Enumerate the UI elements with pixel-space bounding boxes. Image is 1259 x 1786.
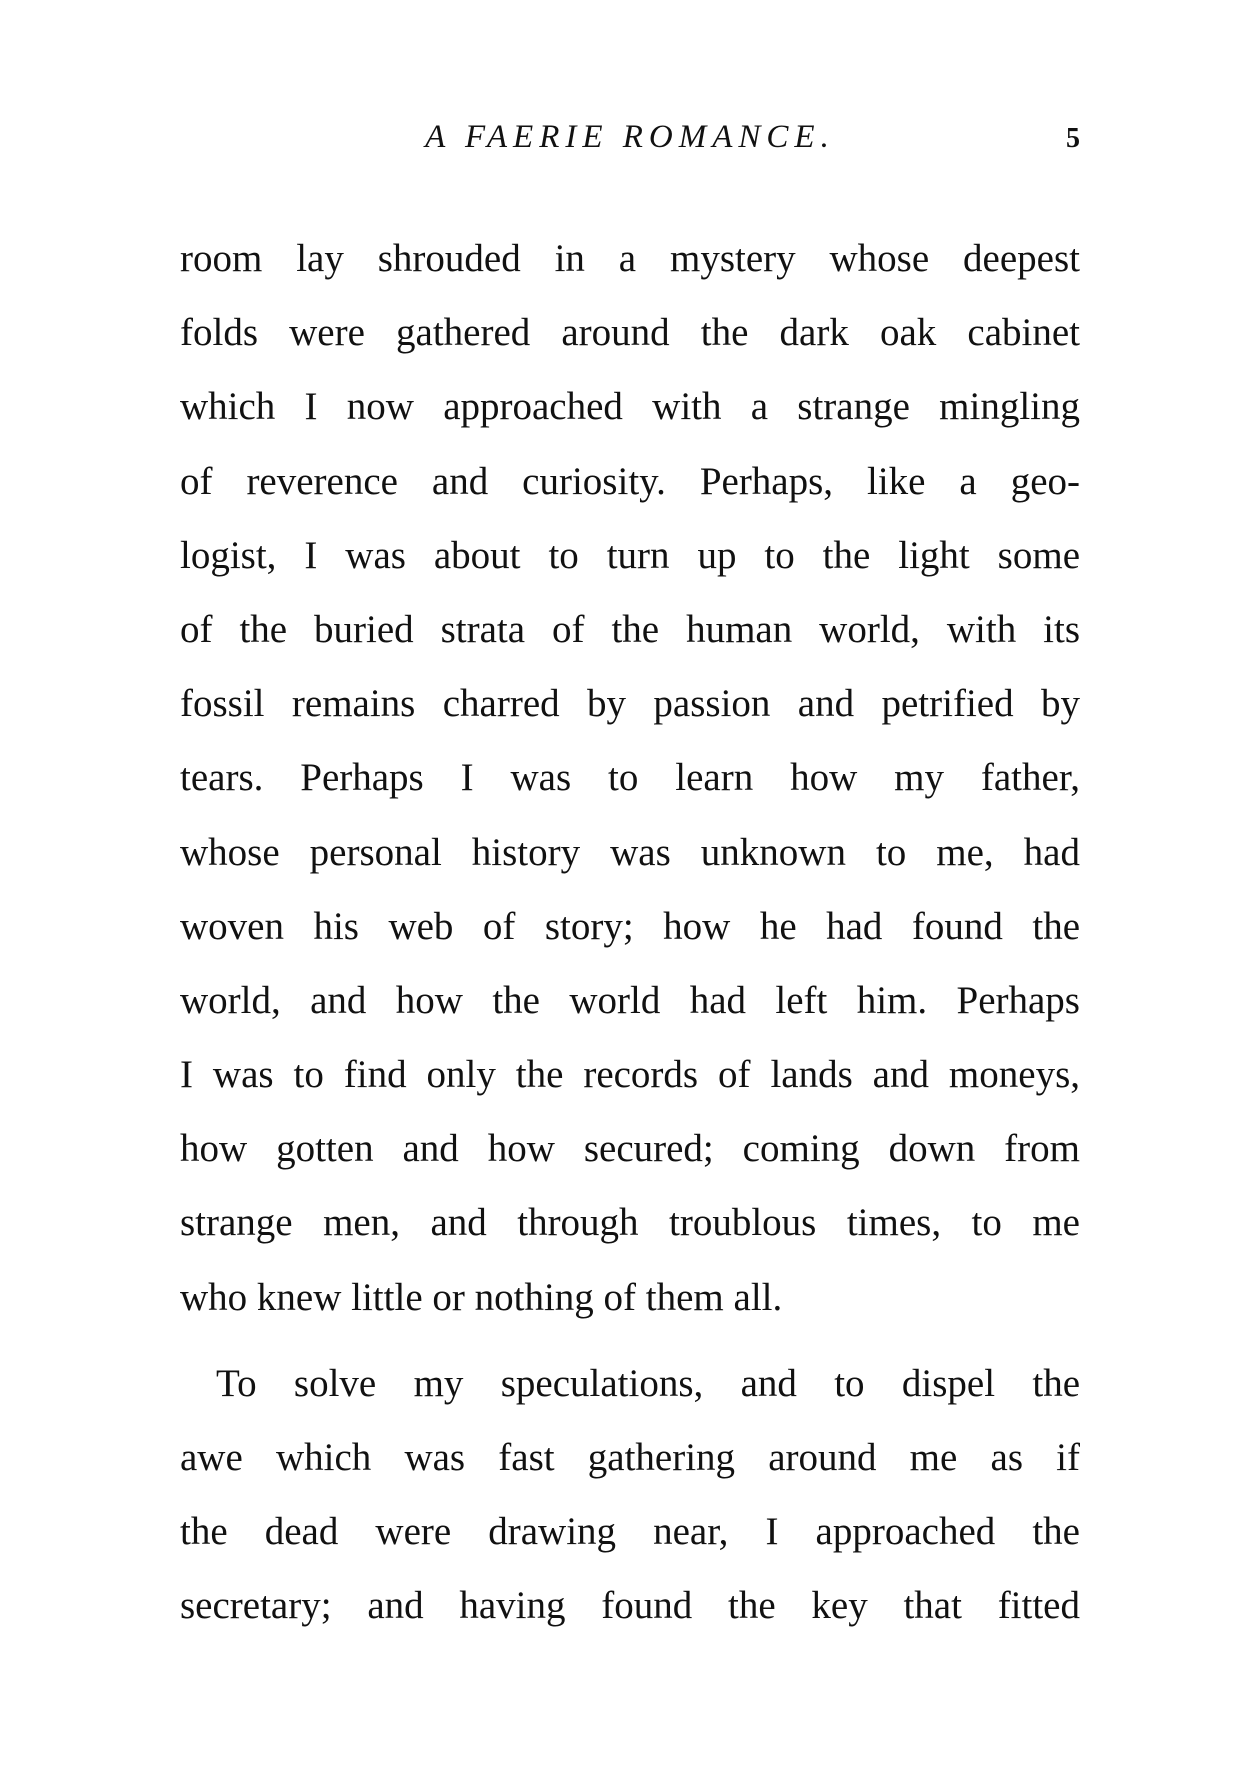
page-number: 5 — [1066, 123, 1080, 154]
text-line: world, and how the world had left him. Perhaps — [180, 978, 1080, 1022]
text-line: of reverence and curiosity. Perhaps, like a geo- — [180, 459, 1080, 503]
text-line: of the buried strata of the human world, with its — [180, 607, 1080, 651]
body-text — [180, 222, 1080, 1644]
text-line: which I now approached with a strange mingling — [180, 385, 1080, 429]
text-line: I was to find only the records of lands and moneys, — [180, 1053, 1080, 1097]
text-line: To solve my speculations, and to dispel the — [216, 1361, 1080, 1405]
paragraph-gap — [180, 1335, 1080, 1347]
text-line: woven his web of story; how he had found the — [180, 904, 1080, 948]
running-title: A FAERIE ROMANCE. — [425, 119, 835, 155]
text-line: the dead were drawing near, I approached the — [180, 1510, 1080, 1554]
text-line: room lay shrouded in a mystery whose deepest — [180, 237, 1080, 280]
text-line: fossil remains charred by passion and petrified by — [180, 682, 1080, 726]
paragraph-1 — [180, 222, 1080, 1335]
text-line: tears. Perhaps I was to learn how my father, — [180, 756, 1080, 800]
paragraph-2 — [180, 1347, 1080, 1644]
text-line: who knew little or nothing of them all. — [180, 1275, 783, 1319]
text-line: logist, I was about to turn up to the light some — [180, 533, 1080, 577]
text-line: awe which was fast gathering around me as if — [180, 1436, 1080, 1479]
running-head — [180, 112, 1080, 162]
text-line: whose personal history was unknown to me, had — [180, 830, 1080, 874]
text-line: strange men, and through troublous times, to me — [180, 1201, 1080, 1245]
text-line: folds were gathered around the dark oak cabinet — [180, 311, 1080, 355]
text-line: secretary; and having found the key that fitted — [180, 1584, 1080, 1628]
text-line: how gotten and how secured; coming down from — [180, 1127, 1080, 1171]
